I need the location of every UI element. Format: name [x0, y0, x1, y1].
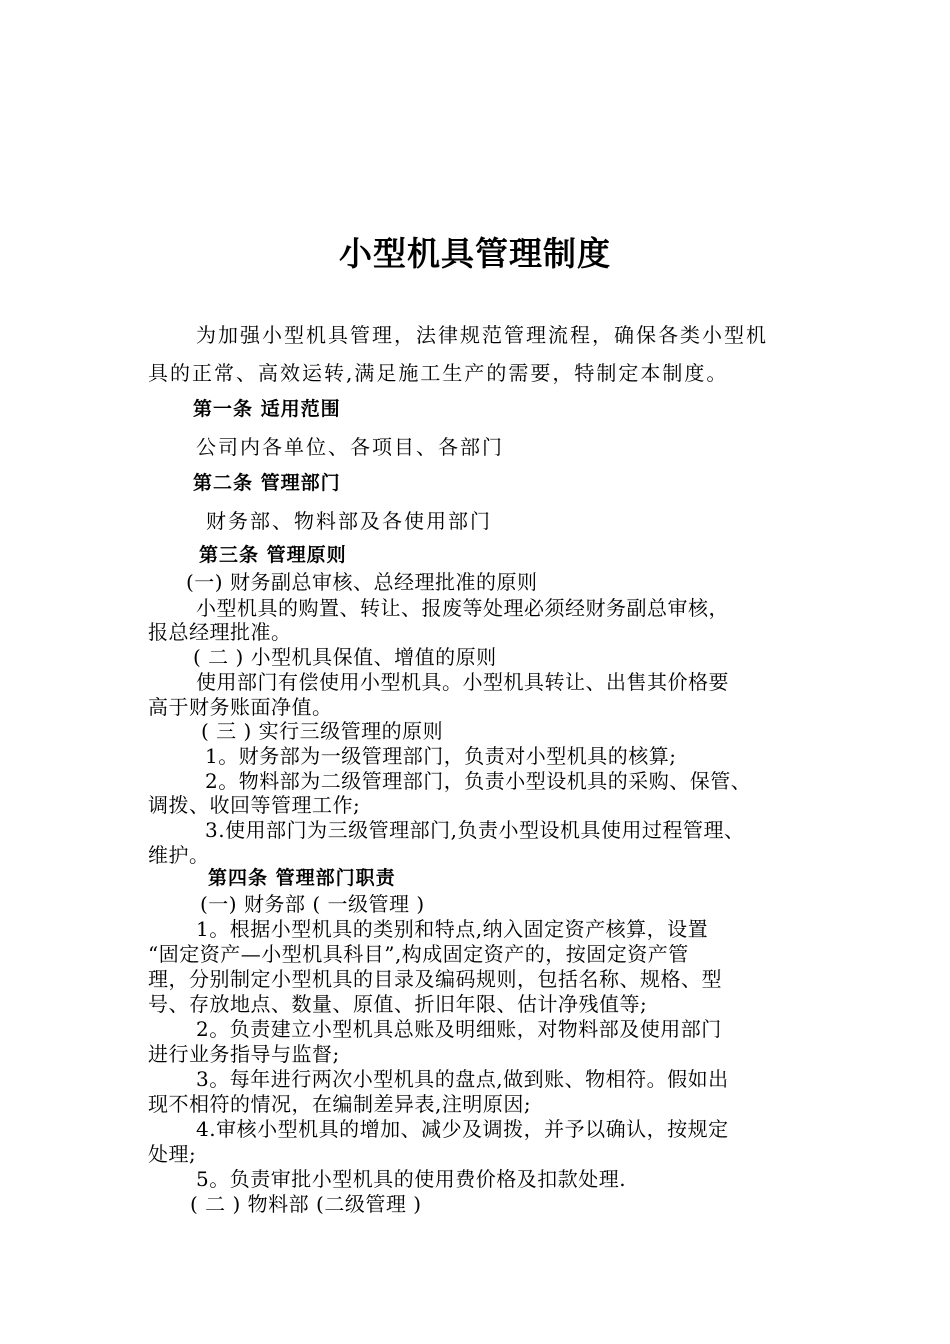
article-text: 公司内各单位、各项目、各部门	[196, 435, 504, 459]
clause-line: 3.使用部门为三级管理部门,负责小型设机具使用过程管理、	[205, 818, 745, 842]
clause-line: ( 二 ) 小型机具保值、增值的原则	[193, 645, 497, 669]
clause-line: 进行业务指导与监督;	[148, 1042, 340, 1066]
clause-line: ( 三 ) 实行三级管理的原则	[201, 719, 444, 743]
clause-line: 小型机具的购置、转让、报废等处理必须经财务副总审核，	[196, 596, 729, 620]
intro-line: 具的正常、高效运转,满足施工生产的需要，特制定本制度。	[148, 361, 729, 385]
article-heading: 第三条 管理原则	[199, 544, 347, 566]
clause-line: 号、存放地点、数量、原值、折旧年限、估计净残值等;	[148, 992, 648, 1016]
clause-line: 使用部门有偿使用小型机具。小型机具转让、出售其价格要	[196, 670, 729, 694]
article-heading: 第四条 管理部门职责	[208, 867, 396, 889]
clause-line: 5。负责审批小型机具的使用费价格及扣款处理.	[196, 1167, 627, 1191]
clause-line: 2。物料部为二级管理部门，负责小型设机具的采购、保管、	[205, 769, 752, 793]
clause-line: 2。负责建立小型机具总账及明细账，对物料部及使用部门	[196, 1017, 722, 1041]
article-heading: 第二条 管理部门	[193, 472, 341, 494]
clause-line: 处理;	[148, 1142, 197, 1166]
clause-line: 理，分别制定小型机具的目录及编码规则，包括名称、规格、型	[148, 967, 722, 991]
clause-line: 1。根据小型机具的类别和特点,纳入固定资产核算，设置	[196, 917, 709, 941]
clause-line: 报总经理批准。	[148, 620, 292, 644]
clause-line: (一) 财务副总审核、总经理批准的原则	[186, 570, 538, 594]
article-text: 财务部、物料部及各使用部门	[206, 509, 492, 533]
clause-line: 3。每年进行两次小型机具的盘点,做到账、物相符。假如出	[196, 1067, 729, 1091]
clause-line: 现不相符的情况，在编制差异表,注明原因;	[148, 1092, 532, 1116]
clause-line: 高于财务账面净值。	[148, 695, 333, 719]
clause-line: 维护。	[148, 843, 210, 867]
clause-line: 1。财务部为一级管理部门，负责对小型机具的核算;	[205, 744, 677, 768]
clause-line: 调拨、收回等管理工作;	[148, 793, 361, 817]
clause-line: (一) 财务部 ( 一级管理 )	[200, 892, 425, 916]
clause-line: ( 二 ) 物料部 (二级管理 )	[190, 1192, 422, 1216]
article-heading: 第一条 适用范围	[193, 398, 341, 420]
document-title: 小型机具管理制度	[339, 234, 611, 273]
clause-line: “固定资产—小型机具科目”,构成固定资产的，按固定资产管	[148, 942, 689, 966]
intro-line: 为加强小型机具管理，法律规范管理流程，确保各类小型机	[196, 323, 768, 347]
clause-line: 4.审核小型机具的增加、减少及调拨，并予以确认，按规定	[196, 1117, 729, 1141]
